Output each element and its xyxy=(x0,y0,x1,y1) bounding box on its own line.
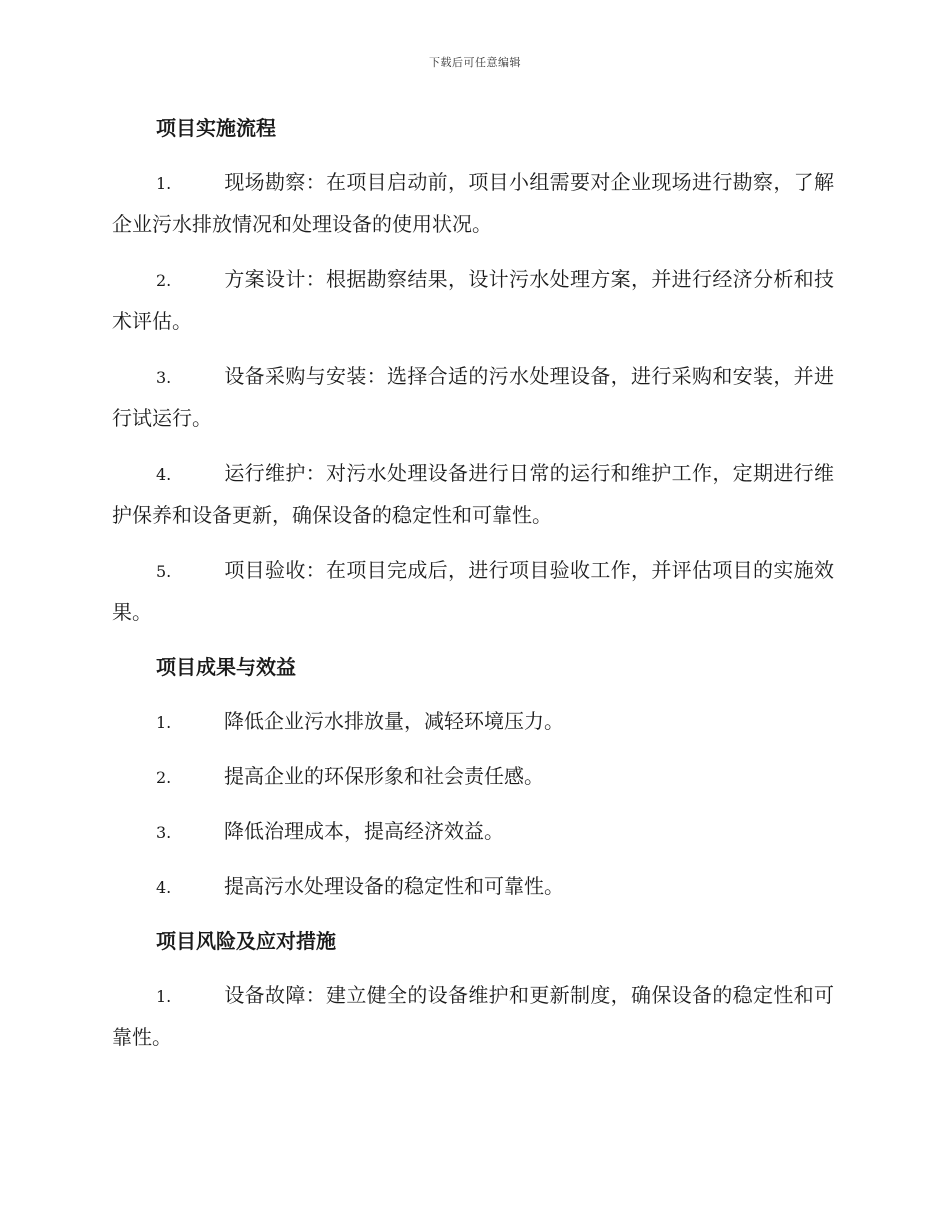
section-title-risks: 项目风险及应对措施 xyxy=(156,929,336,953)
page-header: 下载后可任意编辑 xyxy=(429,56,521,69)
document-body xyxy=(112,108,834,1072)
item-number: 3. xyxy=(156,823,172,842)
list-item xyxy=(112,162,834,245)
item-text: 运行维护：对污水处理设备进行日常的运行和维护工作，定期进行维护保养和设备更新，确保设备的稳定性和可靠性。 xyxy=(112,461,834,527)
item-number: 5. xyxy=(156,562,172,581)
item-number: 1. xyxy=(156,987,172,1006)
list-item xyxy=(112,259,834,342)
item-number: 1. xyxy=(156,713,172,732)
list-item xyxy=(112,756,834,798)
item-text: 设备采购与安装：选择合适的污水处理设备，进行采购和安装，并进行试运行。 xyxy=(112,364,834,430)
item-text: 方案设计：根据勘察结果，设计污水处理方案，并进行经济分析和技术评估。 xyxy=(112,267,834,333)
item-text: 降低治理成本，提高经济效益。 xyxy=(224,819,504,843)
item-text: 提高企业的环保形象和社会责任感。 xyxy=(224,764,544,788)
item-number: 2. xyxy=(156,271,172,290)
section-title-implementation: 项目实施流程 xyxy=(156,116,276,140)
item-number: 1. xyxy=(156,174,172,193)
list-item xyxy=(112,453,834,536)
list-item xyxy=(112,356,834,439)
item-number: 4. xyxy=(156,878,172,897)
item-number: 3. xyxy=(156,368,172,387)
section-title-results: 项目成果与效益 xyxy=(156,655,296,679)
item-text: 降低企业污水排放量，减轻环境压力。 xyxy=(224,709,564,733)
item-number: 2. xyxy=(156,768,172,787)
item-text: 提高污水处理设备的稳定性和可靠性。 xyxy=(224,874,564,898)
item-text: 现场勘察：在项目启动前，项目小组需要对企业现场进行勘察，了解企业污水排放情况和处理设备的使用状况。 xyxy=(112,170,834,236)
list-item xyxy=(112,550,834,633)
item-text: 设备故障：建立健全的设备维护和更新制度，确保设备的稳定性和可靠性。 xyxy=(112,983,834,1049)
list-item xyxy=(112,811,834,853)
list-item xyxy=(112,866,834,908)
list-item xyxy=(112,975,834,1058)
item-text: 项目验收：在项目完成后，进行项目验收工作，并评估项目的实施效果。 xyxy=(112,558,834,624)
item-number: 4. xyxy=(156,465,172,484)
list-item xyxy=(112,701,834,743)
